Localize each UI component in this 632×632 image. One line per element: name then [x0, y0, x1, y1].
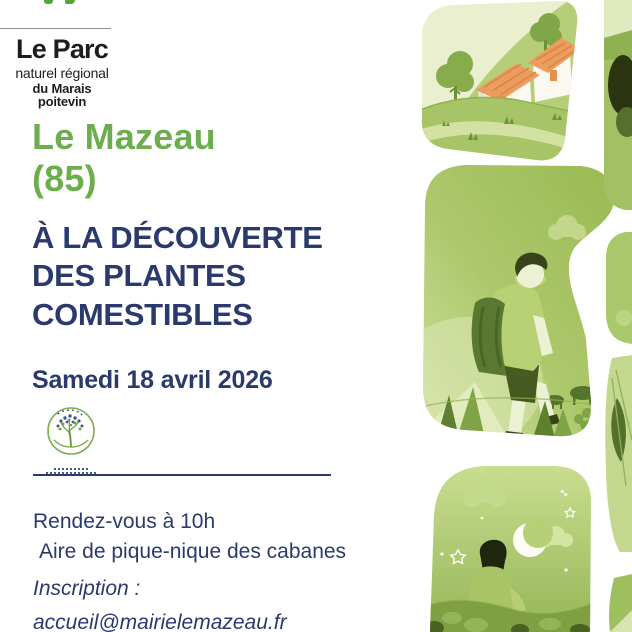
section-divider-line	[33, 474, 331, 476]
location-department: (85)	[32, 158, 97, 200]
event-title-line2: DES PLANTES	[32, 258, 246, 294]
countryside-houses-scene-icon	[412, 0, 582, 168]
logo-divider-line	[0, 28, 111, 29]
event-title-line1: À LA DÉCOUVERTE	[32, 220, 323, 255]
park-logo-subtitle2: du Marais poitevin	[32, 80, 92, 110]
meeting-time: Rendez-vous à 10h	[33, 510, 216, 533]
hiker-walking-scene-icon	[413, 157, 620, 438]
park-logo-name: Le Parc	[16, 34, 108, 64]
park-logo-subtitle1: naturel régional	[15, 65, 109, 81]
registration-label: Inscription :	[33, 577, 141, 600]
foliage-strip-icon	[596, 0, 632, 632]
park-logo	[12, 36, 112, 109]
event-date: Samedi 18 avril 2026	[32, 366, 273, 394]
meeting-info	[33, 507, 346, 567]
tree-logo-icon	[44, 405, 98, 459]
night-moon-scene-icon	[420, 458, 593, 632]
event-title-line3: COMESTIBLES	[32, 296, 253, 332]
meeting-place: Aire de pique-nique des cabanes	[39, 540, 347, 564]
cropped-logo-mark-icon	[65, 0, 75, 4]
commune-tree-logo	[42, 405, 100, 474]
logo-microtext-line	[54, 468, 88, 470]
location-name: Le Mazeau	[32, 116, 216, 157]
registration-email: accueil@mairielemazeau.fr	[33, 610, 287, 632]
event-title	[32, 219, 323, 334]
cropped-logo-mark-icon	[44, 0, 53, 4]
registration-info	[33, 572, 287, 632]
location-heading	[32, 116, 216, 200]
